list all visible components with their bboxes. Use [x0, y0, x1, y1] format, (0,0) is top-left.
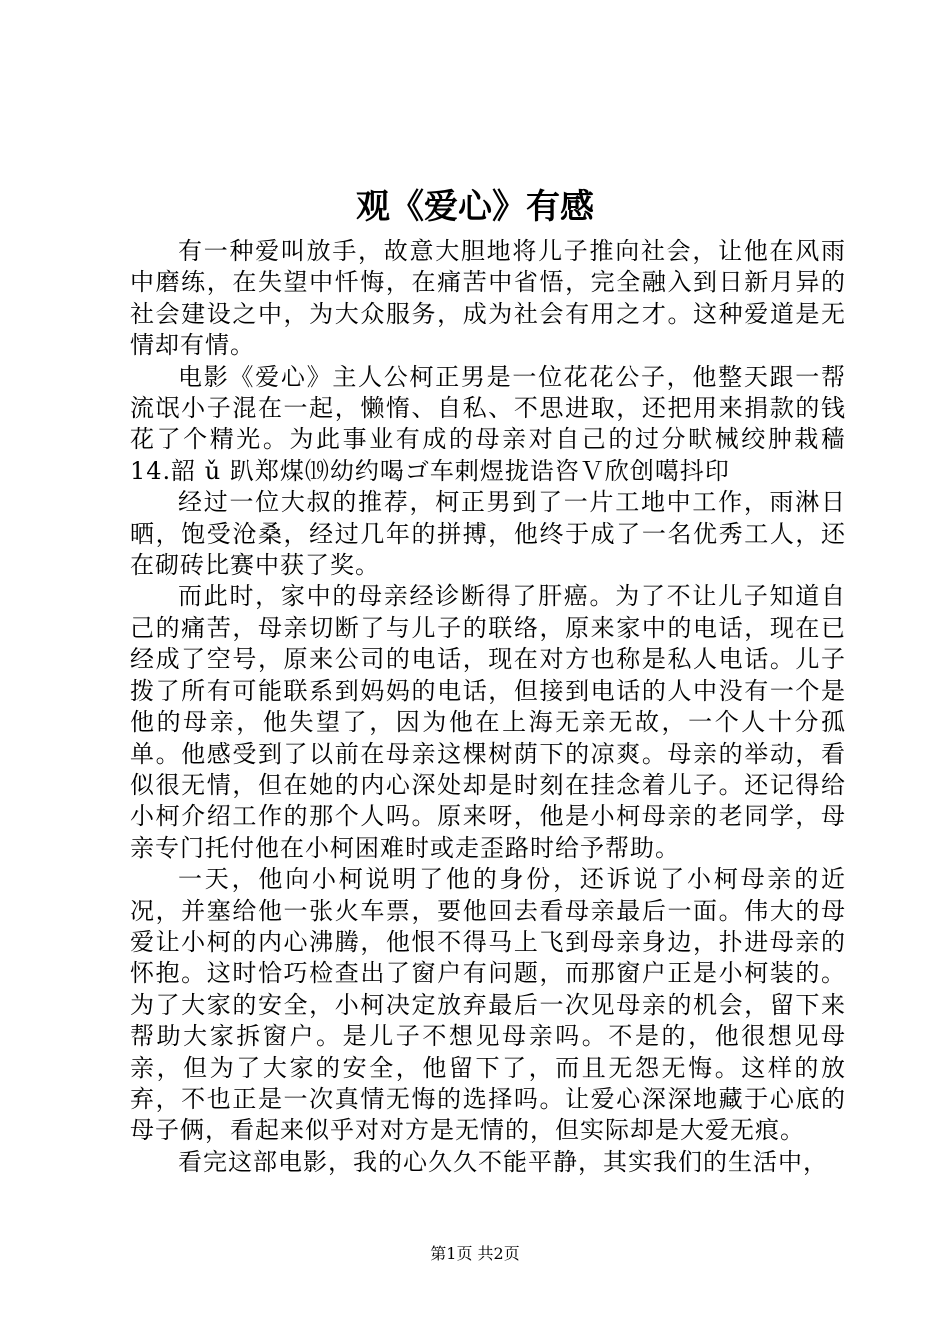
paragraph-1: 有一种爱叫放手，故意大胆地将儿子推向社会，让他在风雨中磨练，在失望中忏悔，在痛苦中省悟，完全融入到日新月异的社会建设之中，为大众服务，成为社会有用之才。这种爱道是无情却有情。 — [130, 237, 846, 360]
paragraph-3: 经过一位大叔的推荐，柯正男到了一片工地中工作，雨淋日晒，饱受沧桑，经过几年的拼搏，他终于成了一名优秀工人，还在砌砖比赛中获了奖。 — [130, 488, 846, 580]
paragraph-6: 看完这部电影，我的心久久不能平静，其实我们的生活中， — [178, 1147, 828, 1176]
paragraph-5: 一天，他向小柯说明了他的身份，还诉说了小柯母亲的近况，并塞给他一张火车票，要他回去看母亲最后一面。伟大的母爱让小柯的内心沸腾，他恨不得马上飞到母亲身边，扑进母亲的怀抱。这时恰巧检查出了窗户有问题，而那窗户正是小柯装的。为了大家的安全，小柯决定放弃最后一次见母亲的机会，留下来帮助大家拆窗户。是儿子不想见母亲吗。不是的，他很想见母亲，但为了大家的安全，他留下了，而且无怨无悔。这样的放弃，不也正是一次真情无悔的选择吗。让爱心深深地藏于心底的母子俩，看起来似乎对对方是无情的，但实际却是大爱无痕。 — [130, 865, 846, 1145]
page-number-footer: 第1页 共2页 — [430, 1244, 520, 1263]
document-title: 观《爱心》有感 — [356, 187, 594, 227]
paragraph-4: 而此时，家中的母亲经诊断得了肝癌。为了不让儿子知道自己的痛苦，母亲切断了与儿子的联络，原来家中的电话，现在已经成了空号，原来公司的电话，现在对方也称是私人电话。儿子拨了所有可能联系到妈妈的电话，但接到电话的人中没有一个是他的母亲，他失望了，因为他在上海无亲无故，一个人十分孤单。他感受到了以前在母亲这棵树荫下的凉爽。母亲的举动，看似很无情，但在她的内心深处却是时刻在挂念着儿子。还记得给小柯介绍工作的那个人吗。原来呀，他是小柯母亲的老同学，母亲专门托付他在小柯困难时或走歪路时给予帮助。 — [130, 582, 846, 862]
paragraph-2: 电影《爱心》主人公柯正男是一位花花公子，他整天跟一帮流氓小子混在一起，懒惰、自私、不思进取，还把用来捐款的钱花了个精光。为此事业有成的母亲对自己的过分畎械绞肿栽穑14.韶 ǔ 趴郑煤⒆幼约喝ゴ车剌煜拢诰咨Ｖ欣创噶抖印 — [130, 362, 846, 485]
document-body — [130, 236, 846, 1178]
